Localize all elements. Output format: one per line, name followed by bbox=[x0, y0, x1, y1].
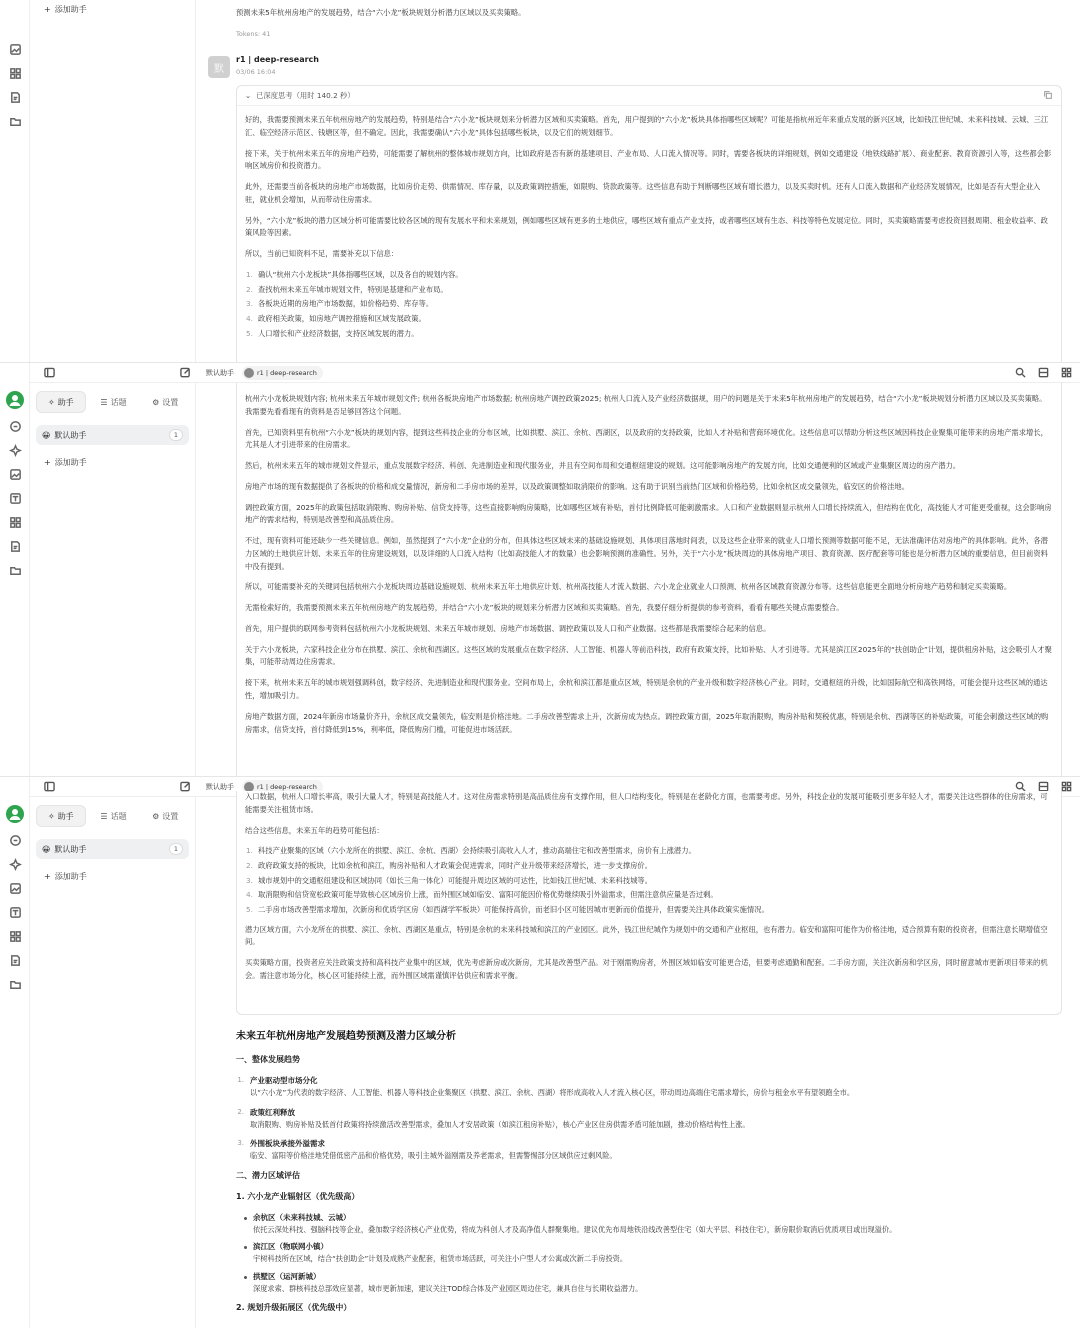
thinking-paragraph: 房地产数据方面，2024年新房市场量价齐升，余杭区成交量领先，临安则是价格洼地。二手房改善型需求上升，次新房成为热点。调控政策方面，2025年取消限购，购房补贴和契税优惠，特别是余杭、西湖等区的补贴政策，可能会刺激这些区域的购房需求，信贷支持，首付降低到15%，利率低，降低购房门槛，可能促进市场活跃。 bbox=[245, 711, 1049, 734]
tab-topics[interactable]: ☰ 话题 bbox=[100, 397, 127, 407]
list-item: 余杭区（未来科技城、云城） 依托云深处科技、强脑科技等企业，叠加数字经济核心产业优势，将成为科创人才及高净值人群聚集地。建议优先布局地铁沿线改善型住宅（如大平层、科技住宅），新房限价取消后优质项目或出现溢价。 bbox=[236, 1212, 1060, 1236]
thinking-paragraph: 另外，“六小龙”板块的潜力区域分析可能需要比较各区域的现有发展水平和未来规划，例如哪些区域有更多的土地供应，哪些区域有重点产业支持，或者哪些区域有生态、科技等特色发展定位。同时，买卖策略需要考虑投资回报周期、租金收益率、政策风险等因素。 bbox=[245, 215, 1048, 238]
list-item: 1. 产业驱动型市场分化 以“六小龙”为代表的数字经济、人工智能、机器人等科技企业集聚区（拱墅、滨江、余杭、西湖）将形成高收入人才流入核心区，带动周边高端住宅需求增长，房价与租金水平有望领跑全市。 bbox=[237, 1076, 855, 1097]
list-item: 1. 确认“杭州六小龙板块”具体指哪些区域，以及各自的规划内容。 bbox=[246, 269, 463, 279]
grid-icon[interactable] bbox=[8, 929, 22, 943]
thinking-paragraph: 所以，可能需要补充的关键词包括杭州六小龙板块周边基础设施规划、杭州未来五年土地供应计划、杭州高技能人才流入数据、六小龙企业就业人口预测、杭州各区域教育资源分布等。这些信息能更全面地分析房地产趋势和制定买卖策略。 bbox=[245, 582, 1012, 592]
thinking-box bbox=[236, 85, 1062, 362]
thinking-paragraph: 接下来，杭州未来五年的城市规划强调科创，数字经济、先进制造业和现代服务业。空间布局上，余杭和滨江都是重点区域，特别是余杭的产业升级和数字经济核心产业。同时，交通枢纽的升级，比如国际航空和高铁网络，可能会提升这些区域的通达性，增加吸引力。 bbox=[245, 678, 1048, 701]
list-item: 2. 政府政策支持的板块，比如余杭和滨江，购房补贴和人才政策会促进需求，同时产业升级带来经济增长，进一步支撑房价。 bbox=[246, 860, 653, 870]
thinking-paragraph: 无需检索好的，我需要预测未来五年杭州房地产的发展趋势，并结合“六小龙”板块的规划来分析潜力区域和买卖策略。首先，我要仔细分析提供的参考资料，看看有哪些关键点需要整合。 bbox=[245, 603, 844, 613]
sidebar-toggle-icon[interactable] bbox=[44, 781, 56, 793]
sparkle-icon: ✧ bbox=[47, 397, 55, 407]
list-item: 3. 外围板块承接外溢需求 临安、富阳等价格洼地凭借低密产品和价格优势，吸引主城外溢刚需及养老需求，但需警惕部分区域供应过剩风险。 bbox=[237, 1139, 617, 1161]
thinking-header[interactable]: ⌄ 已深度思考（用时 140.2 秒） bbox=[237, 86, 1061, 106]
search-icon[interactable] bbox=[1015, 367, 1026, 380]
thinking-paragraph: 关于六小龙板块，六家科技企业分布在拱墅、滨江、余杭和西湖区。这些区域的发展重点在数字经济、人工智能、机器人等前沿科技，政府有政策支持，比如补贴、人才引进等。尤其是滨江区2025年的“扶创助企”计划，提供租房补贴，这会吸引人才聚集，可能带动周边住房需求。 bbox=[245, 644, 1052, 667]
plus-icon: + bbox=[44, 5, 51, 14]
topic-count-badge: 1 bbox=[169, 843, 183, 855]
sidebar-toggle-icon[interactable] bbox=[44, 367, 56, 379]
list-item: 2. 政策红利释放 取消限购、购房补贴及低首付政策将持续激活改善型需求，叠加人才安居政策（如滨江租房补贴），核心产业区住房供需矛盾可能加剧，推动价格结构性上涨。 bbox=[237, 1107, 750, 1129]
assistant-title: 默认助手 bbox=[206, 783, 234, 791]
add-assistant-button[interactable]: + 添加助手 bbox=[44, 872, 87, 881]
thinking-paragraph: 房地产市场的现有数据提供了各板块的价格和成交量情况，新房和二手房市场的差异，以及政策调整如取消限价的影响。这有助于识别当前热门区域和价格趋势，比如余杭区成交量领先，临安区的价格洼地。 bbox=[245, 481, 910, 491]
trend-list bbox=[245, 845, 1053, 915]
thinking-paragraph: 首先，已知资料里有杭州“六小龙”板块的规划内容，提到这些科技企业的分布区域，比如拱墅、滨江、余杭、西湖区，以及政府的支持政策，比如人才补贴和营商环境优化。这些信息可以帮助分析这些区域因科技企业聚集可能带来的房地产需求增长，尤其是人才引进带来的住房需求。 bbox=[245, 427, 1048, 450]
thinking-paragraph: 杭州六小龙板块规划内容; 杭州未来五年城市规划文件; 杭州各板块房地产市场数据; 杭州房地产调控政策2025; 杭州人口流入及产业经济数据规，用户的问题是关于未来5年杭州房地产的发展趋势，结合“六小龙”板块规划分析潜力区域以及买卖策略。我需要先看看现有的资料是否足够回答这个问题。 bbox=[245, 394, 1047, 416]
copy-icon[interactable] bbox=[1043, 90, 1053, 102]
sidebar bbox=[30, 383, 196, 776]
chat-icon[interactable] bbox=[8, 833, 22, 847]
user-message-text: 预测未来5年杭州房地产的发展趋势，结合“六小龙”板块规划分析潜力区域以及买卖策略。 bbox=[236, 8, 526, 17]
folder-icon[interactable] bbox=[8, 977, 22, 991]
section-heading: 二、潜力区域评估 bbox=[236, 1170, 300, 1180]
sidebar-tabs bbox=[36, 805, 189, 827]
expand-icon[interactable] bbox=[1038, 367, 1049, 380]
apps-icon[interactable] bbox=[1061, 367, 1072, 380]
user-avatar[interactable] bbox=[6, 391, 24, 409]
left-rail bbox=[0, 0, 30, 362]
thinking-paragraph: 潜力区域方面，六小龙所在的拱墅、滨江、余杭、西湖区是重点，特别是余杭的未来科技城和滨江的产业园区。此外，钱江世纪城作为规划中的交通和产业枢纽，也有潜力。临安和富阳可能作为价格洼地，适合预算有限的投资者，但需注意长期增值空间。 bbox=[245, 924, 1048, 947]
add-assistant-button[interactable]: + 添加助手 bbox=[44, 5, 87, 14]
grid-icon[interactable] bbox=[8, 66, 22, 80]
model-selector[interactable]: r1 | deep-research bbox=[242, 780, 323, 794]
translate-icon[interactable] bbox=[8, 491, 22, 505]
chat-icon[interactable] bbox=[8, 419, 22, 433]
assistant-title: 默认助手 bbox=[206, 369, 234, 377]
token-count: Tokens: 41 bbox=[236, 30, 271, 38]
sidebar bbox=[30, 797, 196, 1328]
model-icon bbox=[244, 368, 254, 378]
model-name: r1 | deep-research bbox=[236, 55, 319, 64]
folder-icon[interactable] bbox=[8, 114, 22, 128]
subsection-heading: 2. 规划升级拓展区（优先级中） bbox=[236, 1303, 352, 1313]
thinking-body bbox=[237, 106, 1061, 339]
sidebar-tabs bbox=[36, 391, 189, 413]
thinking-paragraph: 然后，杭州未来五年的城市规划文件显示，重点发展数字经济、科创、先进制造业和现代服务业，并且有空间布局和交通枢纽建设的规划。这可能影响房地产的发展方向，比如交通便利的区域或产业集聚区周边的房产潜力。 bbox=[245, 461, 961, 471]
list-item: 2. 查找杭州未来五年城市规划文件，特别是基建和产业布局。 bbox=[246, 284, 448, 294]
list-item: 3. 各板块近期的房地产市场数据，如价格趋势、库存等。 bbox=[246, 299, 434, 309]
assistant-avatar: 默 bbox=[208, 56, 230, 78]
emoji-icon: 😀 bbox=[42, 844, 51, 854]
add-assistant-button[interactable]: + 添加助手 bbox=[44, 458, 87, 467]
list-item: 滨江区（物联网小镇） 宇树科技所在区域，结合“扶创助企”计划及成熟产业配套，租赁市场活跃，可关注小户型人才公寓或次新二手房投资。 bbox=[236, 1241, 1060, 1265]
sidebar bbox=[30, 0, 196, 362]
image-icon[interactable] bbox=[8, 42, 22, 56]
list-icon: ☰ bbox=[100, 811, 108, 821]
thinking-paragraph: 入口数据，杭州人口增长率高，吸引大量人才，特别是高技能人才。这对住房需求特别是高品质住房有支撑作用，但人口结构变化，特别是在老龄化方面，也需要考虑。另外，科技企业的发展可能吸引更多年轻人才，需要关注这些群体的住房需求，可能需要关注租赁市场。 bbox=[245, 792, 1048, 814]
plus-icon: + bbox=[44, 872, 51, 881]
tab-topics[interactable]: ☰ 话题 bbox=[100, 811, 127, 821]
screenshot-panel-1 bbox=[0, 0, 1080, 362]
thinking-body bbox=[237, 383, 1061, 736]
thinking-paragraph: 不过，现有资料可能还缺少一些关键信息。例如，虽然提到了“六小龙”企业的分布，但具体这些区域未来的基础设施规划、具体项目落地时间表，以及这些企业带来的就业人口增长预测等数据可能不足，无法准确评估对房地产的具体影响。此外，各潜力区域的土地供应计划、未来五年的住房建设规划，以及详细的人口流入结构（比如高技能人才的数量）也会影响预测的准确性。另外，关于“六小龙”板块周边的具体房地产项目、教育资源、医疗配套等可能也是分析潜力区域的重要信息，但目前资料中没有提到。 bbox=[245, 536, 1048, 571]
user-avatar[interactable] bbox=[6, 805, 24, 823]
apps-icon[interactable] bbox=[1061, 781, 1072, 794]
assistant-item-default[interactable]: 😀 默认助手 1 bbox=[36, 425, 189, 445]
info-list bbox=[245, 269, 1053, 339]
document-icon[interactable] bbox=[8, 539, 22, 553]
chevron-down-icon: ⌄ bbox=[245, 91, 252, 100]
list-item: 5. 二手房市场改善型需求增加，次新房和优质学区房（如西湖学军板块）可能保持高价，而老旧小区可能因城市更新而价值提升，但需要关注具体政策实施情况。 bbox=[246, 904, 769, 914]
left-rail bbox=[0, 777, 30, 1328]
list-item: 4. 政府相关政策，如房地产调控措施和区域发展政策。 bbox=[246, 313, 426, 323]
thinking-paragraph: 调控政策方面，2025年的政策包括取消限购、购房补贴、信贷支持等，这些直接影响购房策略，比如哪些区域有补贴，首付比例降低可能刺激需求。人口和产业数据则显示杭州人口增长持续流入，但结构在优化，高技能人才可能更受重视，这会影响房地产的需求结构，特别是改善型和高品质住房。 bbox=[245, 502, 1052, 525]
tab-assistants[interactable]: ✧ 助手 bbox=[36, 391, 86, 413]
section-heading: 一、整体发展趋势 bbox=[236, 1055, 300, 1064]
sparkle-icon[interactable] bbox=[8, 443, 22, 457]
image-icon[interactable] bbox=[8, 467, 22, 481]
thinking-box bbox=[236, 791, 1062, 1015]
screenshot-panel-3 bbox=[0, 776, 1080, 1328]
new-chat-icon[interactable] bbox=[180, 367, 192, 379]
top-bar bbox=[30, 363, 1080, 383]
thinking-paragraph: 首先，用户提供的联网参考资料包括杭州六小龙板块规划、未来五年城市规划、房地产市场数据、调控政策以及人口和产业数据。这些都是我需要综合起来的信息。 bbox=[245, 623, 771, 633]
message-time: 03/06 16:04 bbox=[236, 68, 276, 76]
answer-title: 未来五年杭州房地产发展趋势预测及潜力区域分析 bbox=[236, 1031, 456, 1042]
thinking-box bbox=[236, 383, 1062, 776]
grid-icon[interactable] bbox=[8, 515, 22, 529]
emoji-icon: 😀 bbox=[42, 430, 51, 440]
thinking-body bbox=[237, 791, 1061, 983]
model-selector[interactable]: r1 | deep-research bbox=[242, 366, 323, 380]
left-rail bbox=[0, 363, 30, 776]
sparkle-icon[interactable] bbox=[8, 857, 22, 871]
folder-icon[interactable] bbox=[8, 563, 22, 577]
list-item: 3. 城市规划中的交通枢纽建设和区域协同（如长三角一体化）可能提升周边区域的可达性，比如钱江世纪城、未来科技城等。 bbox=[246, 875, 653, 885]
list-item: 拱墅区（运河新城） 深度求索、群核科技总部效应显著，城市更新加速，建议关注TOD综合体及产业园区周边住宅，兼具自住与长期收益潜力。 bbox=[236, 1271, 1060, 1295]
list-item: 5. 人口增长和产业经济数据，支持区域发展的潜力。 bbox=[246, 328, 419, 338]
answer-content bbox=[236, 1027, 1060, 1323]
tab-assistants[interactable]: ✧ 助手 bbox=[36, 805, 86, 827]
document-icon[interactable] bbox=[8, 953, 22, 967]
list-item: 4. 取消限购和信贷宽松政策可能导致核心区域房价上涨，而外围区域如临安、富阳可能因价格优势继续吸引外溢需求，但需注意供应量是否过剩。 bbox=[246, 890, 718, 900]
list-item: 1. 科技产业聚集的区域（六小龙所在的拱墅、滨江、余杭、西湖）会持续吸引高收入人才，推动高端住宅和改善型需求，房价有上涨潜力。 bbox=[246, 846, 696, 856]
topic-count-badge: 1 bbox=[169, 429, 183, 441]
sparkle-icon: ✧ bbox=[47, 811, 55, 821]
thinking-paragraph: 所以，当前已知资料不足，需要补充以下信息： bbox=[245, 249, 399, 259]
gear-icon: ⚙ bbox=[152, 811, 160, 821]
list-icon: ☰ bbox=[100, 397, 108, 407]
thinking-paragraph: 结合这些信息，未来五年的趋势可能包括： bbox=[245, 825, 384, 835]
image-icon[interactable] bbox=[8, 881, 22, 895]
thinking-paragraph: 此外，还需要当前各板块的房地产市场数据，比如房价走势、供需情况、库存量，以及政策调控措施，如限购、贷款政策等。这些信息有助于判断哪些区域有增长潜力，以及买卖时机。还有人口流入数据和产业经济发展情况，比如是否有大型企业入驻，就业机会增加，从而带动住房需求。 bbox=[245, 182, 1041, 204]
tab-settings[interactable]: ⚙ 设置 bbox=[152, 397, 179, 407]
subsection-heading: 1. 六小龙产业辐射区（优先级高） bbox=[236, 1191, 360, 1201]
document-icon[interactable] bbox=[8, 90, 22, 104]
gear-icon: ⚙ bbox=[152, 397, 160, 407]
translate-icon[interactable] bbox=[8, 905, 22, 919]
thinking-paragraph: 好的，我需要预测未来五年杭州房地产的发展趋势，特别是结合“六小龙”板块规划来分析潜力区域和买卖策略。首先，用户提到的“六小龙”板块具体指哪些区域呢？可能是指杭州近年来重点发展的新兴区域，比如钱江世纪城、未来科技城、云城、三江汇、临空经济示范区、钱塘区等，但不确定。因此，我需要确认“六小龙”具体包括哪些板块，以及它们的规划细节。 bbox=[245, 115, 1049, 137]
tab-settings[interactable]: ⚙ 设置 bbox=[152, 811, 179, 821]
plus-icon: + bbox=[44, 458, 51, 467]
screenshot-panel-2 bbox=[0, 362, 1080, 776]
new-chat-icon[interactable] bbox=[180, 781, 192, 793]
assistant-item-default[interactable]: 😀 默认助手 1 bbox=[36, 839, 189, 859]
thinking-paragraph: 买卖策略方面，投资者应关注政策支持和高科技产业集中的区域，优先考虑新房或次新房，尤其是改善型产品。对于刚需购房者，外围区域如临安可能更合适，但要考虑通勤和配套。二手房方面，关注次新房和学区房，同时留意城市更新项目带来的机会。需注意市场分化，核心区可能持续上涨，而外围区域需谨慎评估供应和需求平衡。 bbox=[245, 958, 1048, 980]
thinking-paragraph: 接下来，关于杭州未来五年的房地产趋势，可能需要了解杭州的整体城市规划方向，比如政府是否有新的基建项目、产业布局、人口流入情况等。同时，需要各板块的详细规划，例如交通建设（地铁线路扩展）、商业配套、教育资源引入等，这些都会影响区域房价和投资潜力。 bbox=[245, 148, 1052, 171]
